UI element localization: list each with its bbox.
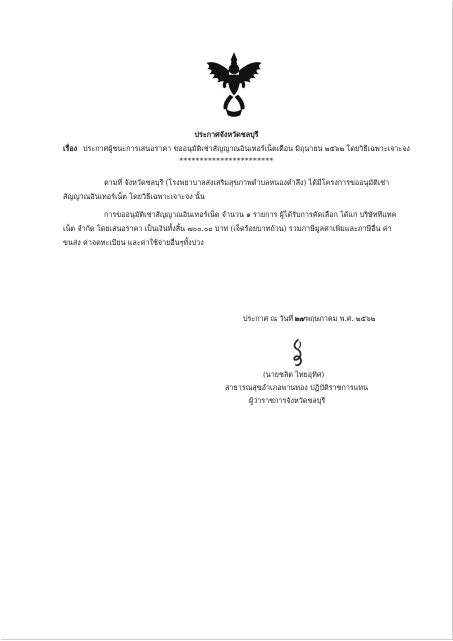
signature-icon	[284, 337, 314, 367]
paragraph1-line1: ตามที่ จังหวัดชลบุรี (โรงพยาบาลส่งเสริมสุขภาพตำบลหนองตำลึง) ได้มีโครงการขออนุมัติเช่า	[104, 178, 390, 187]
date-day: ๒๗	[294, 314, 305, 323]
divider-line: ***********************	[179, 156, 274, 165]
paragraph2-line3: ขนส่ง ค่าจดทะเบียน และค่าใช้จ่ายอื่นๆทั้งปวง	[63, 238, 204, 247]
paragraph2-line2: เน็ต จำกัด โดยเสนอราคา เป็นเงินทั้งสิ้น ๗๐๐.๐๐ บาท (เจ็ดร้อยบาทถ้วน) รวมภาษีมูลค่าเพิ่มและภาษีอื่น ค่า	[63, 224, 392, 233]
date-prefix: ประกาศ ณ วันที่	[243, 314, 294, 323]
date-rest: พฤษภาคม พ.ศ. ๒๕๖๒	[305, 314, 376, 323]
paragraph2-line1: การขออนุมัติเช่าสัญญาณอินเทอร์เน็ต จำนวน ๑ รายการ ผู้ได้รับการคัดเลือก ได้แก่ บริษัททีแทค	[104, 210, 397, 219]
document-page	[1, 1, 453, 640]
announcement-heading: ประกาศจังหวัดชลบุรี	[194, 130, 259, 139]
subject-text: ประกาศผู้ชนะการเสนอราคา ขออนุมัติเช่าสัญญาณอินเทอร์เน็ตเดือน มิถุนายน ๒๕๖๒ โดยวิธีเฉพาะเจาะจง	[83, 144, 410, 153]
garuda-emblem-icon	[204, 51, 264, 117]
paragraph1-line2: สัญญาณอินเทอร์เน็ต โดยวิธีเฉพาะเจาะจง นั้น	[63, 192, 205, 201]
signatory-office: ผู้ว่าราชการจังหวัดชลบุรี	[249, 396, 326, 405]
signatory-position: สาธารณสุขอำเภอพานทอง ปฏิบัติราชการแทน	[225, 383, 368, 392]
signatory-name: (นายชลิต ไทยอุทิศ)	[263, 370, 325, 379]
date-line	[243, 314, 375, 324]
subject-label: เรื่อง	[63, 144, 78, 153]
